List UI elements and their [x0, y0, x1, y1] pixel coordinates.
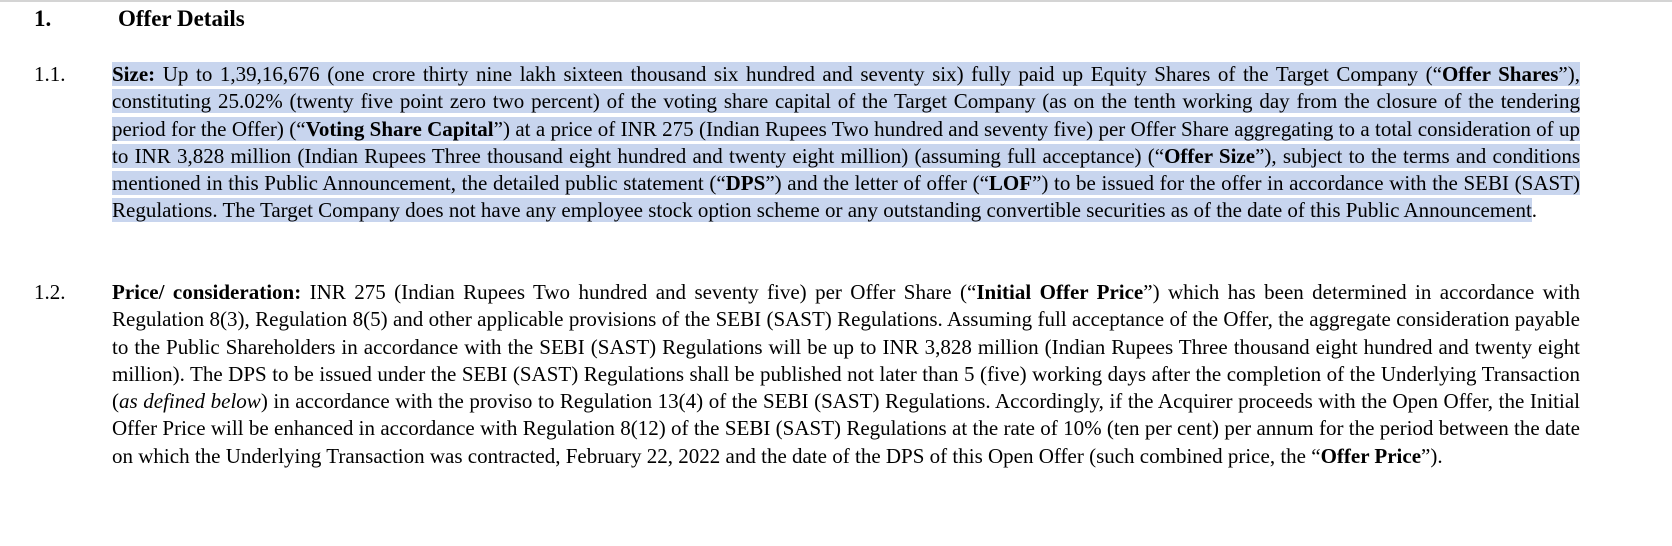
clause-text[interactable]	[112, 61, 1580, 225]
text-run: ”), subject to the terms and conditions mentioned in this Public Announcement, the detailed public statement (“	[112, 143, 1580, 196]
text-run: Up to 1,39,16,676 (one crore thirty nine lakh sixteen thousand six hundred and seventy six) fully paid up Equity Shares of the Target Company (“	[155, 62, 1442, 86]
text-run: ”) which has been determined in accordance with Regulation 8(3), Regulation 8(5) and other applicable provisions of the SEBI (SAST) Regulations. Assuming full acceptance of the Offer, the aggregate consideration payable to the Public Shareholders in accordance with the SEBI (SAST) Regulations will be up to INR 3,828 million (Indian Rupees Three thousand eight hundred and twenty eight million). The DPS to be issued under the SEBI (SAST) Regulations shall be published not later than 5 (five) working days after the completion of the Underlying Transaction (	[112, 280, 1580, 414]
defined-term: Initial Offer Price	[976, 280, 1144, 304]
text-run: ”).	[1421, 443, 1443, 468]
section-number: 1.	[34, 6, 52, 31]
italic-text: as defined below	[119, 389, 261, 414]
section-title: Offer Details	[118, 6, 245, 31]
defined-term: Offer Size	[1164, 143, 1256, 168]
clause-label: Size:	[112, 62, 156, 86]
text-run: ”) and the letter of offer (“	[765, 171, 989, 196]
text-run: ”) at a price of INR 275 (Indian Rupees Two hundred and seventy five) per Offer Share aggregating to a total consideration of up to INR 3,828 million (Indian Rupees Three thousand eight hundred and twenty eight million) (assuming full acceptance) (“	[112, 116, 1581, 168]
clause-label: Price/ consideration:	[112, 280, 302, 304]
defined-term: DPS	[725, 171, 766, 196]
defined-term: LOF	[988, 171, 1033, 196]
defined-term: Voting Share Capital	[305, 116, 494, 141]
text-run: ”), constituting 25.02% (twenty five point zero two percent) of the voting share capital of the Target Company (as on the tenth working day from the closure of the tendering period for the Offer) (“	[112, 62, 1580, 141]
clause-number: 1.2.	[34, 280, 66, 304]
clause-text[interactable]	[112, 279, 1580, 470]
defined-term: Offer Price	[1320, 443, 1422, 468]
text-run: ) in accordance with the proviso to Regulation 13(4) of the SEBI (SAST) Regulations. Accordingly, if the Acquirer proceeds with the Open Offer, the Initial Offer Price will be enhanced in accordance with Regulation 8(12) of the SEBI (SAST) Regulations at the rate of 10% (ten per cent) per annum for the period between the date on which the Underlying Transaction was contracted, February 22, 2022 and the date of the DPS of this Open Offer (such combined price, the “	[112, 389, 1580, 468]
clause-number: 1.1.	[34, 62, 66, 86]
text-run: ”) to be issued for the offer in accordance with the SEBI (SAST) Regulations. The Target Company does not have any employee stock option scheme or any outstanding convertible securities as of the date of this Public Announcement	[112, 171, 1580, 223]
section-heading	[34, 4, 245, 34]
selected-text[interactable]	[112, 62, 1580, 222]
text-run: .	[1531, 198, 1538, 223]
page-top-border	[0, 0, 1672, 2]
defined-term: Offer Shares	[1441, 62, 1559, 86]
text-run: INR 275 (Indian Rupees Two hundred and seventy five) per Offer Share (“	[301, 280, 977, 304]
